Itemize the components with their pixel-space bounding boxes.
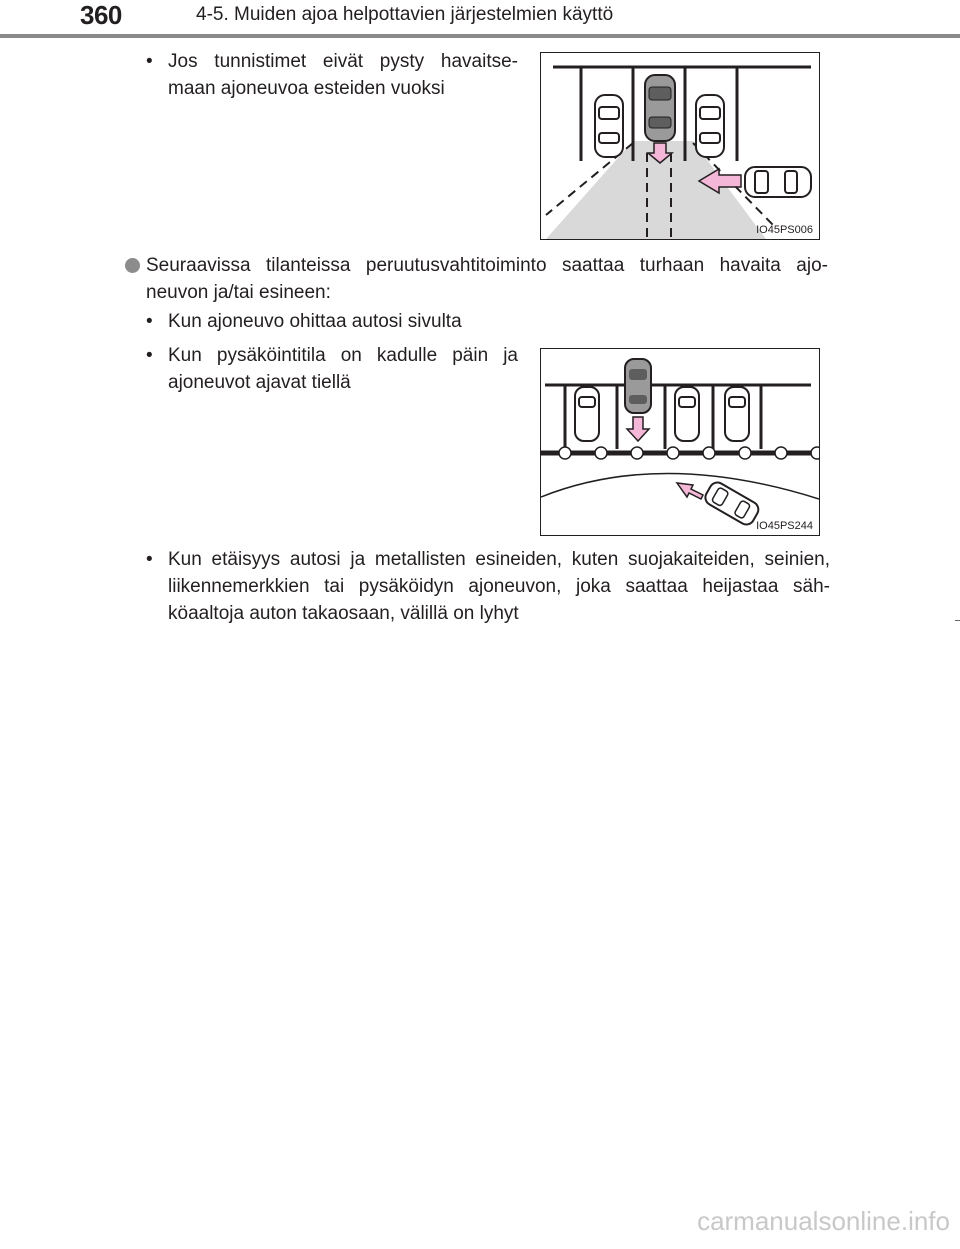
street-parking-illustration — [541, 349, 819, 535]
bullet-icon: • — [146, 311, 153, 332]
figure-code: IO45PS244 — [756, 520, 813, 532]
round-bullet-icon — [125, 258, 140, 273]
section-title: 4-5. Muiden ajoa helpottavien järjestelmien käyttö — [196, 4, 614, 25]
own-car — [625, 359, 651, 413]
text-line: Kun pysäköintitila on kadulle päin ja — [168, 345, 518, 366]
bullet-icon: • — [146, 549, 153, 570]
page-header — [0, 0, 960, 40]
header-rule — [0, 34, 960, 38]
figure-code: IO45PS006 — [756, 224, 813, 236]
moving-car — [702, 480, 761, 528]
figure-street-parking — [540, 348, 820, 536]
text-line: Jos tunnistimet eivät pysty havaitse- — [168, 51, 518, 72]
passing-car — [745, 167, 811, 197]
text-line: neuvon ja/tai esineen: — [146, 282, 331, 303]
text-line: Seuraavissa tilanteissa peruutusvahtitoiminto saattaa turhaan havaita ajo- — [146, 255, 828, 276]
section-intro-text — [146, 252, 828, 306]
text-line: maan ajoneuvoa esteiden vuoksi — [168, 78, 445, 99]
parked-car-left — [595, 95, 623, 157]
item-obstacle-text — [168, 48, 518, 102]
item-passing-text — [168, 308, 568, 335]
item-metal-objects-text — [168, 546, 830, 627]
watermark: carmanualsonline.info — [697, 1206, 950, 1236]
parked-car-right — [696, 95, 724, 157]
text-line: Kun ajoneuvo ohittaa autosi sivulta — [168, 311, 462, 332]
parking-illustration — [541, 53, 819, 239]
bullet-icon: • — [146, 51, 153, 72]
text-line: ajoneuvot ajavat tiellä — [168, 372, 351, 393]
reverse-arrow-icon — [627, 417, 649, 441]
page-number: 360 — [80, 0, 122, 30]
text-line: liikennemerkkien tai pysäköidyn ajoneuvon, joka saattaa heijastaa säh- — [168, 576, 830, 597]
margin-mark — [955, 620, 960, 621]
item-street-text — [168, 342, 518, 396]
text-line: Kun etäisyys autosi ja metallisten esineiden, kuten suojakaiteiden, seinien, — [168, 549, 830, 570]
approach-arrow-icon — [677, 483, 703, 499]
own-car — [645, 75, 675, 141]
text-line: köaaltoja auton takaosaan, välillä on lyhyt — [168, 603, 519, 624]
parked-cars — [575, 387, 749, 441]
bullet-icon: • — [146, 345, 153, 366]
figure-obstacle-parking — [540, 52, 820, 240]
